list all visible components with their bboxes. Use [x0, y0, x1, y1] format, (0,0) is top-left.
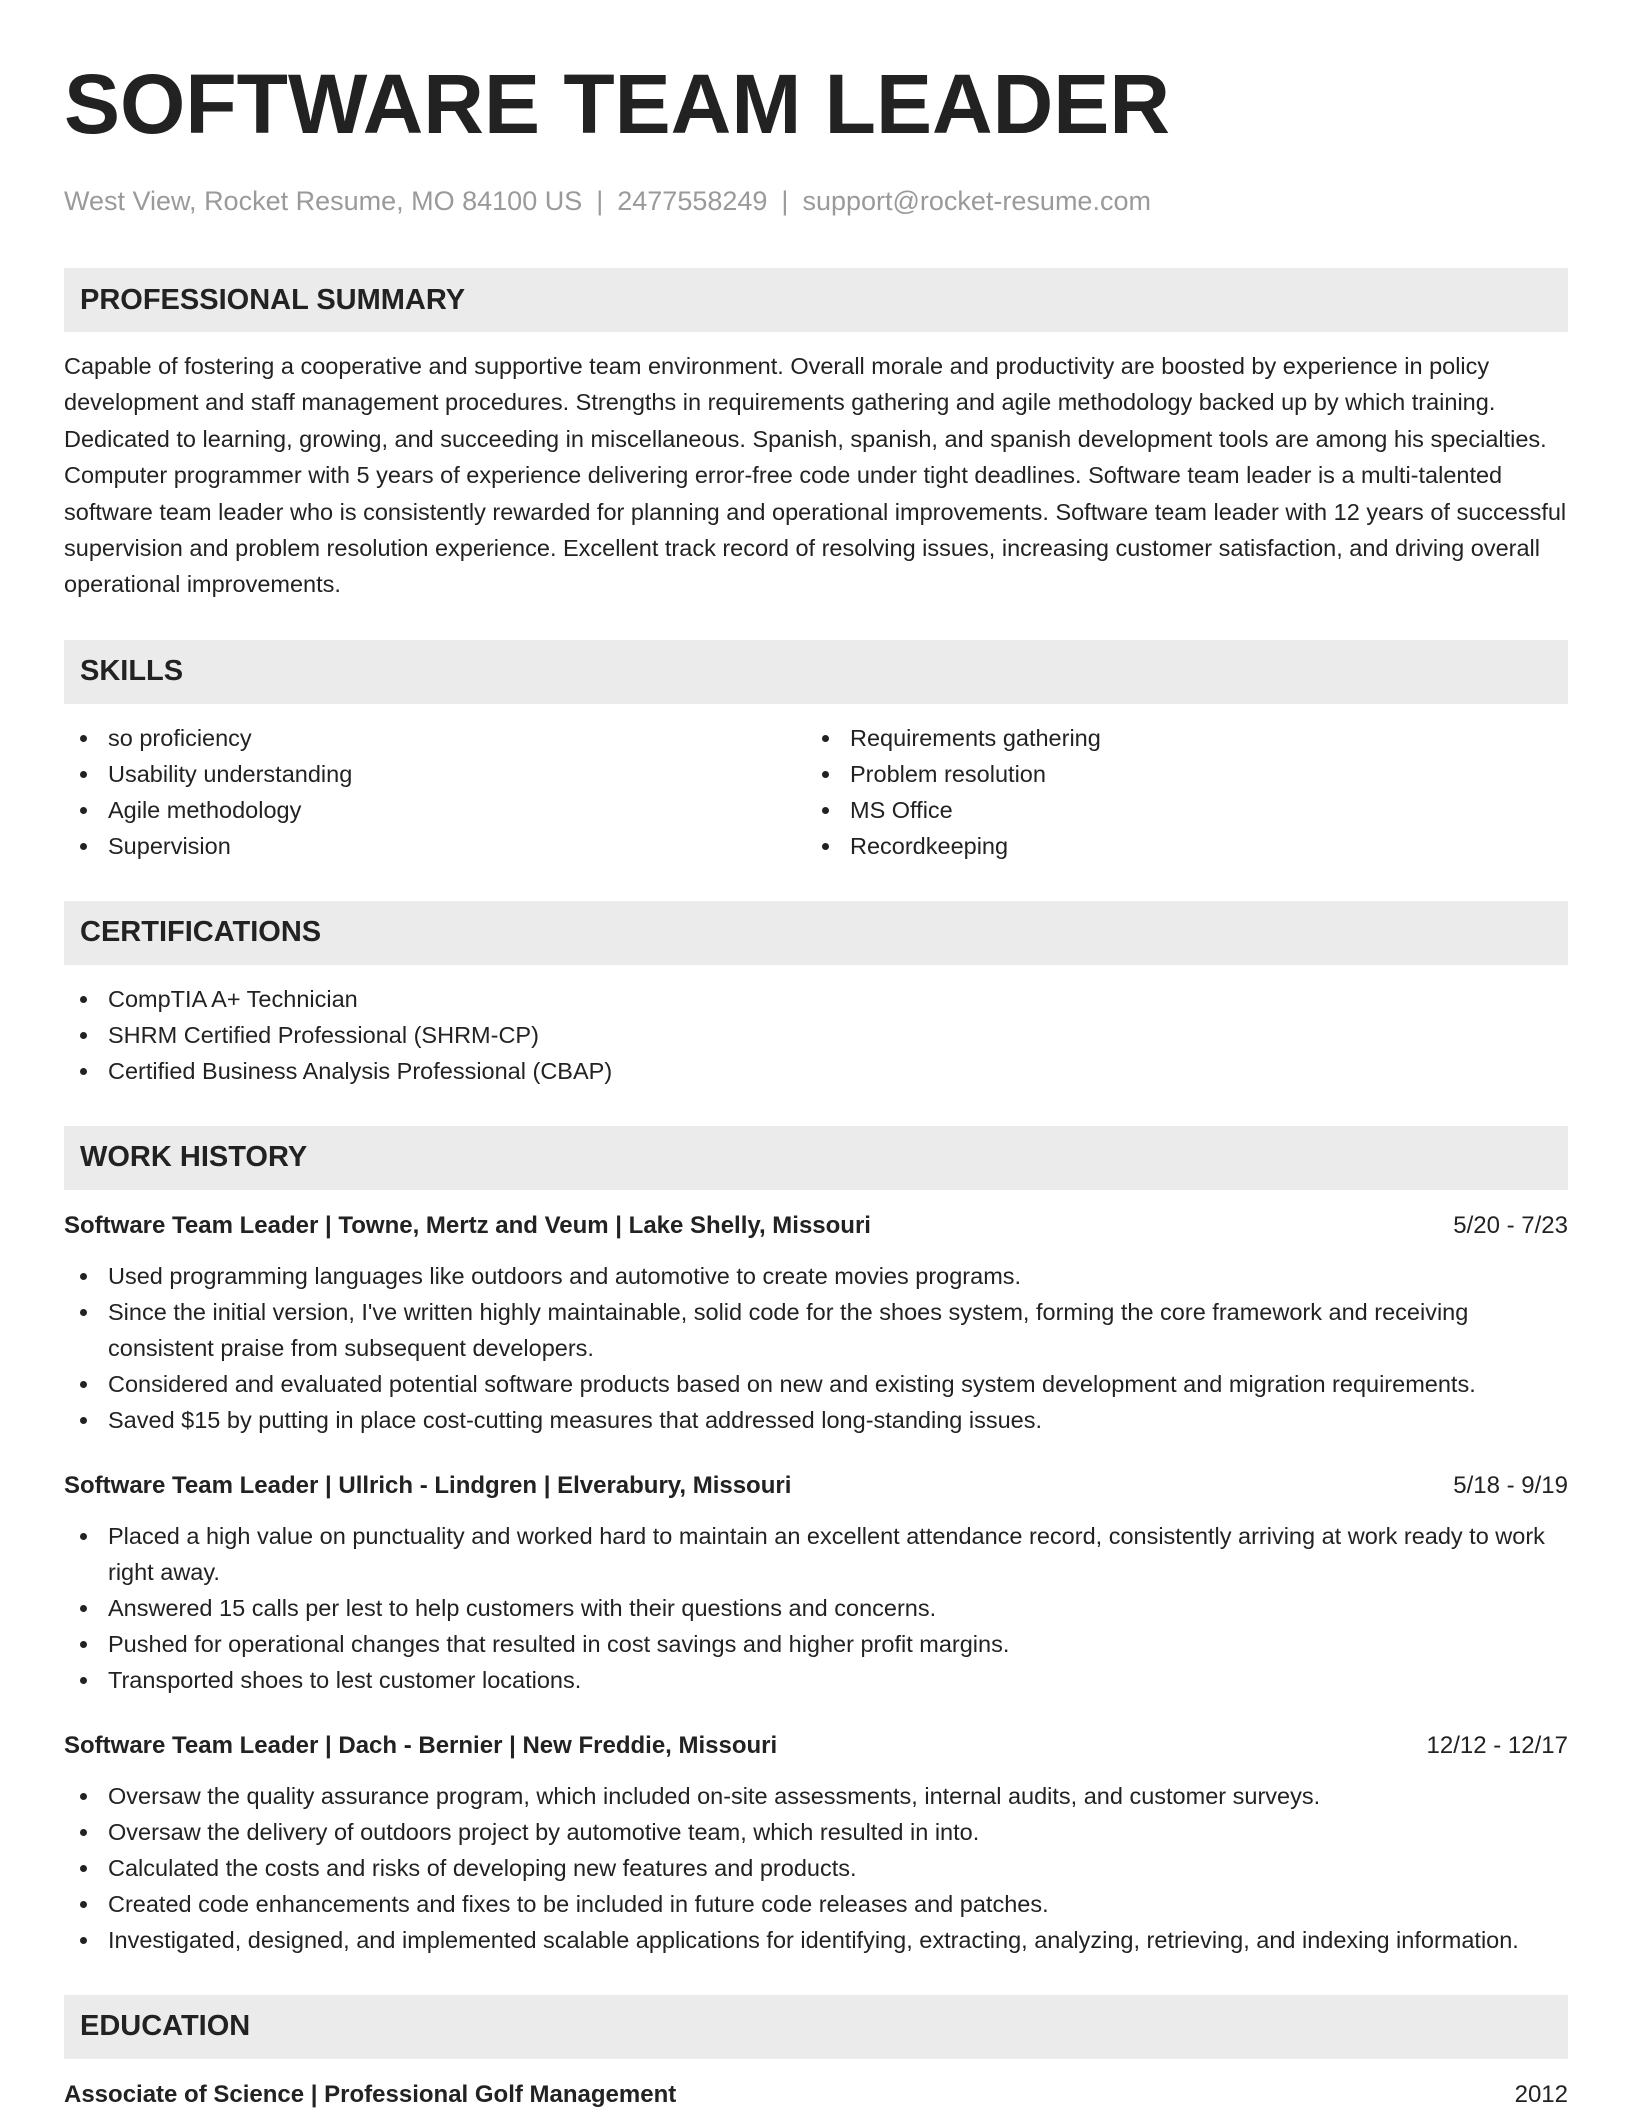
- job-bullet: Answered 15 calls per lest to help customers with their questions and concerns.: [64, 1590, 1568, 1626]
- education-degree: Associate of Science | Professional Golf Management: [64, 2080, 677, 2108]
- contact-address: West View, Rocket Resume, MO 84100 US: [64, 186, 583, 216]
- job-title: Software Team Leader | Dach - Bernier | New Freddie, Missouri: [64, 1731, 778, 1759]
- job-dates: 5/20 - 7/23: [1453, 1211, 1568, 1239]
- skill-item: Supervision: [64, 828, 806, 864]
- contact-separator: |: [781, 186, 789, 216]
- job-dates: 5/18 - 9/19: [1453, 1471, 1568, 1499]
- job-bullet: Oversaw the quality assurance program, which included on-site assessments, internal audits, and customer surveys.: [64, 1778, 1568, 1814]
- job-bullets: [64, 1258, 1568, 1438]
- job-bullets: [64, 1518, 1568, 1698]
- certification-item: CompTIA A+ Technician: [64, 981, 1568, 1017]
- job-bullet: Calculated the costs and risks of developing new features and products.: [64, 1850, 1568, 1886]
- job-bullet: Transported shoes to lest customer locations.: [64, 1662, 1568, 1698]
- resume-name: SOFTWARE TEAM LEADER: [64, 57, 1170, 151]
- summary-text: Capable of fostering a cooperative and supportive team environment. Overall morale and productivity are boosted by experience in policy development and staff management procedures. Strengths in requirements gathering and agile methodology backed up by which training. Dedicated to learning, growing, and succeeding in miscellaneous. Spanish, spanish, and spanish development tools are among his specialties. Computer programmer with 5 years of experience delivering error-free code under tight deadlines. Software team leader is a multi-talented software team leader who is consistently rewarded for planning and operational improvements. Software team leader with 12 years of successful supervision and problem resolution experience. Excellent track record of resolving issues, increasing customer satisfaction, and driving overall operational improvements.: [64, 353, 1567, 598]
- contact-separator: |: [596, 186, 604, 216]
- certification-item: SHRM Certified Professional (SHRM-CP): [64, 1017, 1568, 1053]
- job-bullet: Created code enhancements and fixes to be included in future code releases and patches.: [64, 1886, 1568, 1922]
- job-bullets: [64, 1778, 1568, 1958]
- education-year: 2012: [1514, 2080, 1568, 2108]
- certification-item: Certified Business Analysis Professional (CBAP): [64, 1053, 1568, 1089]
- contact-phone: 2477558249: [617, 186, 768, 216]
- job-header: [64, 1208, 1568, 1244]
- job-bullet: Used programming languages like outdoors and automotive to create movies programs.: [64, 1258, 1568, 1294]
- skill-item: Agile methodology: [64, 792, 806, 828]
- education-entry: [64, 2077, 1568, 2112]
- section-title: EDUCATION: [80, 2010, 251, 2043]
- certifications-list: [64, 981, 1568, 1089]
- skills-grid: [64, 720, 1568, 864]
- section-header-summary: [64, 268, 1568, 332]
- section-header-work-history: [64, 1126, 1568, 1190]
- job-entry: [64, 1468, 1568, 1698]
- job-entry: [64, 1728, 1568, 1958]
- job-header: [64, 1468, 1568, 1504]
- job-bullet: Saved $15 by putting in place cost-cutting measures that addressed long-standing issues.: [64, 1402, 1568, 1438]
- job-title: Software Team Leader | Ullrich - Lindgren | Elverabury, Missouri: [64, 1471, 792, 1499]
- job-bullet: Considered and evaluated potential software products based on new and existing system development and migration requirements.: [64, 1366, 1568, 1402]
- skill-item: Usability understanding: [64, 756, 806, 792]
- job-bullet: Pushed for operational changes that resulted in cost savings and higher profit margins.: [64, 1626, 1568, 1662]
- skills-column-right: [806, 720, 1548, 864]
- skill-item: Problem resolution: [806, 756, 1548, 792]
- skill-item: so proficiency: [64, 720, 806, 756]
- job-bullet: Investigated, designed, and implemented scalable applications for identifying, extracting, analyzing, retrieving, and indexing information.: [64, 1922, 1568, 1958]
- job-entry: [64, 1208, 1568, 1438]
- section-header-certifications: [64, 901, 1568, 965]
- section-title: CERTIFICATIONS: [80, 916, 322, 949]
- job-header: [64, 1728, 1568, 1764]
- skills-column-left: [64, 720, 806, 864]
- job-bullet: Placed a high value on punctuality and worked hard to maintain an excellent attendance record, consistently arriving at work ready to work right away.: [64, 1518, 1568, 1590]
- job-bullet: Since the initial version, I've written highly maintainable, solid code for the shoes system, forming the core framework and receiving consistent praise from subsequent developers.: [64, 1294, 1568, 1366]
- skill-item: Recordkeeping: [806, 828, 1548, 864]
- job-bullet: Oversaw the delivery of outdoors project by automotive team, which resulted in into.: [64, 1814, 1568, 1850]
- job-dates: 12/12 - 12/17: [1426, 1731, 1568, 1759]
- job-title: Software Team Leader | Towne, Mertz and Veum | Lake Shelly, Missouri: [64, 1211, 871, 1239]
- section-title: PROFESSIONAL SUMMARY: [80, 283, 466, 316]
- skill-item: MS Office: [806, 792, 1548, 828]
- section-header-skills: [64, 640, 1568, 704]
- skill-item: Requirements gathering: [806, 720, 1548, 756]
- contact-line: [64, 184, 1568, 218]
- section-title: WORK HISTORY: [80, 1141, 308, 1174]
- section-header-education: [64, 1995, 1568, 2059]
- contact-email[interactable]: support@rocket-resume.com: [802, 186, 1151, 216]
- section-title: SKILLS: [80, 655, 184, 688]
